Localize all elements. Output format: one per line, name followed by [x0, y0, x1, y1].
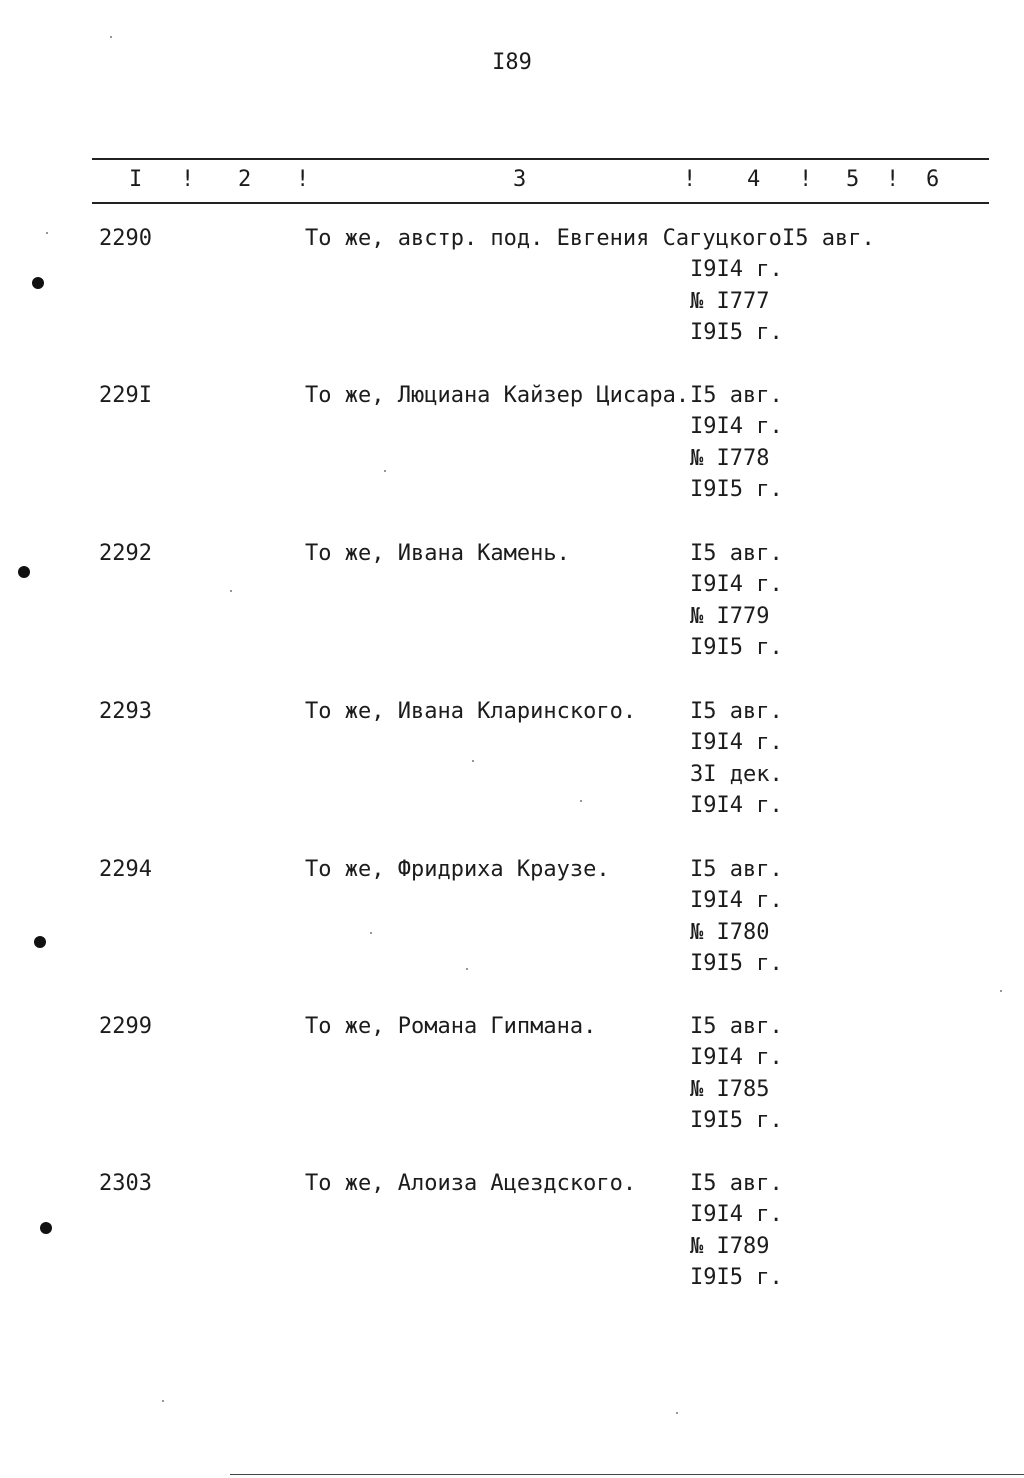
header-separator-1: ! — [181, 167, 195, 192]
row-description: То же, Романа Гипмана. — [305, 1014, 597, 1039]
date-line: № I785 — [690, 1076, 770, 1102]
date-line: I9I5 г. — [690, 319, 783, 345]
binder-hole — [34, 936, 46, 948]
date-line: I9I5 г. — [690, 950, 783, 976]
date-line: I5 авг. — [690, 383, 783, 408]
row-number: 2292 — [99, 541, 152, 566]
date-line: I9I4 г. — [690, 1202, 783, 1228]
header-separator-3: ! — [683, 167, 697, 192]
scan-speck — [370, 932, 372, 934]
row-number: 2299 — [99, 1014, 152, 1039]
date-line: I5 авг. — [690, 699, 783, 724]
date-line: I9I4 г. — [690, 888, 783, 914]
date-line: 3I дек. — [690, 761, 783, 787]
date-line: I9I5 г. — [690, 634, 783, 660]
date-line: № I777 — [690, 288, 770, 314]
row-description: То же, Ивана Кларинского. — [305, 699, 637, 724]
row-description: То же, Люциана Кайзер Цисара. — [305, 383, 690, 408]
date-line: № I780 — [690, 919, 770, 945]
row-description: То же, австр. под. Евгения Сагуцкого. — [305, 226, 796, 251]
date-line: I9I4 г. — [690, 257, 783, 283]
date-line: I5 авг. — [690, 541, 783, 566]
scan-speck — [472, 760, 474, 762]
header-col-2: 2 — [238, 167, 252, 192]
header-col-4: 4 — [747, 167, 761, 192]
row-description: То же, Алоиза Ацездского. — [305, 1171, 637, 1196]
date-line: I9I5 г. — [690, 1264, 783, 1290]
date-line: I9I4 г. — [690, 572, 783, 598]
binder-hole — [40, 1222, 52, 1234]
date-line: I9I5 г. — [690, 476, 783, 502]
row-dates — [690, 1011, 783, 1136]
date-line: I9I4 г. — [690, 414, 783, 440]
scan-speck — [110, 36, 112, 38]
header-col-3: 3 — [513, 167, 527, 192]
header-col-1: I — [129, 167, 143, 192]
date-line: I9I5 г. — [690, 1107, 783, 1133]
row-dates — [690, 223, 875, 348]
date-line: I9I4 г. — [690, 1045, 783, 1071]
date-line: I5 авг. — [782, 226, 875, 251]
date-line: I9I4 г. — [690, 792, 783, 818]
scan-speck — [46, 232, 48, 234]
header-separator-5: ! — [886, 167, 900, 192]
row-dates — [690, 854, 783, 979]
header-separator-4: ! — [799, 167, 813, 192]
date-line: № I779 — [690, 603, 770, 629]
scan-speck — [162, 1400, 164, 1402]
scan-speck — [1000, 990, 1002, 992]
scan-speck — [230, 590, 232, 592]
footer-rule — [230, 1474, 1024, 1475]
row-number: 2294 — [99, 857, 152, 882]
row-number: 2290 — [99, 226, 152, 251]
header-col-6: 6 — [926, 167, 940, 192]
row-dates — [690, 696, 783, 821]
date-line: I5 авг. — [690, 1014, 783, 1039]
date-line: № I778 — [690, 445, 770, 471]
header-top-rule — [92, 158, 989, 160]
scan-speck — [384, 470, 386, 472]
date-line: № I789 — [690, 1233, 770, 1259]
date-line: I5 авг. — [690, 857, 783, 882]
header-separator-2: ! — [296, 167, 310, 192]
scan-speck — [466, 968, 468, 970]
row-dates — [690, 1168, 783, 1293]
header-bottom-rule — [92, 202, 989, 204]
header-col-5: 5 — [846, 167, 860, 192]
scan-speck — [676, 1412, 678, 1414]
row-description: То же, Фридриха Краузе. — [305, 857, 610, 882]
date-line: I9I4 г. — [690, 730, 783, 756]
row-number: 229I — [99, 383, 152, 408]
row-dates — [690, 538, 783, 663]
date-line: I5 авг. — [690, 1171, 783, 1196]
row-number: 2303 — [99, 1171, 152, 1196]
scan-speck — [580, 800, 582, 802]
row-number: 2293 — [99, 699, 152, 724]
row-dates — [690, 380, 783, 505]
page-number: I89 — [492, 50, 532, 75]
row-description: То же, Ивана Камень. — [305, 541, 570, 566]
binder-hole — [32, 277, 44, 289]
binder-hole — [18, 566, 30, 578]
